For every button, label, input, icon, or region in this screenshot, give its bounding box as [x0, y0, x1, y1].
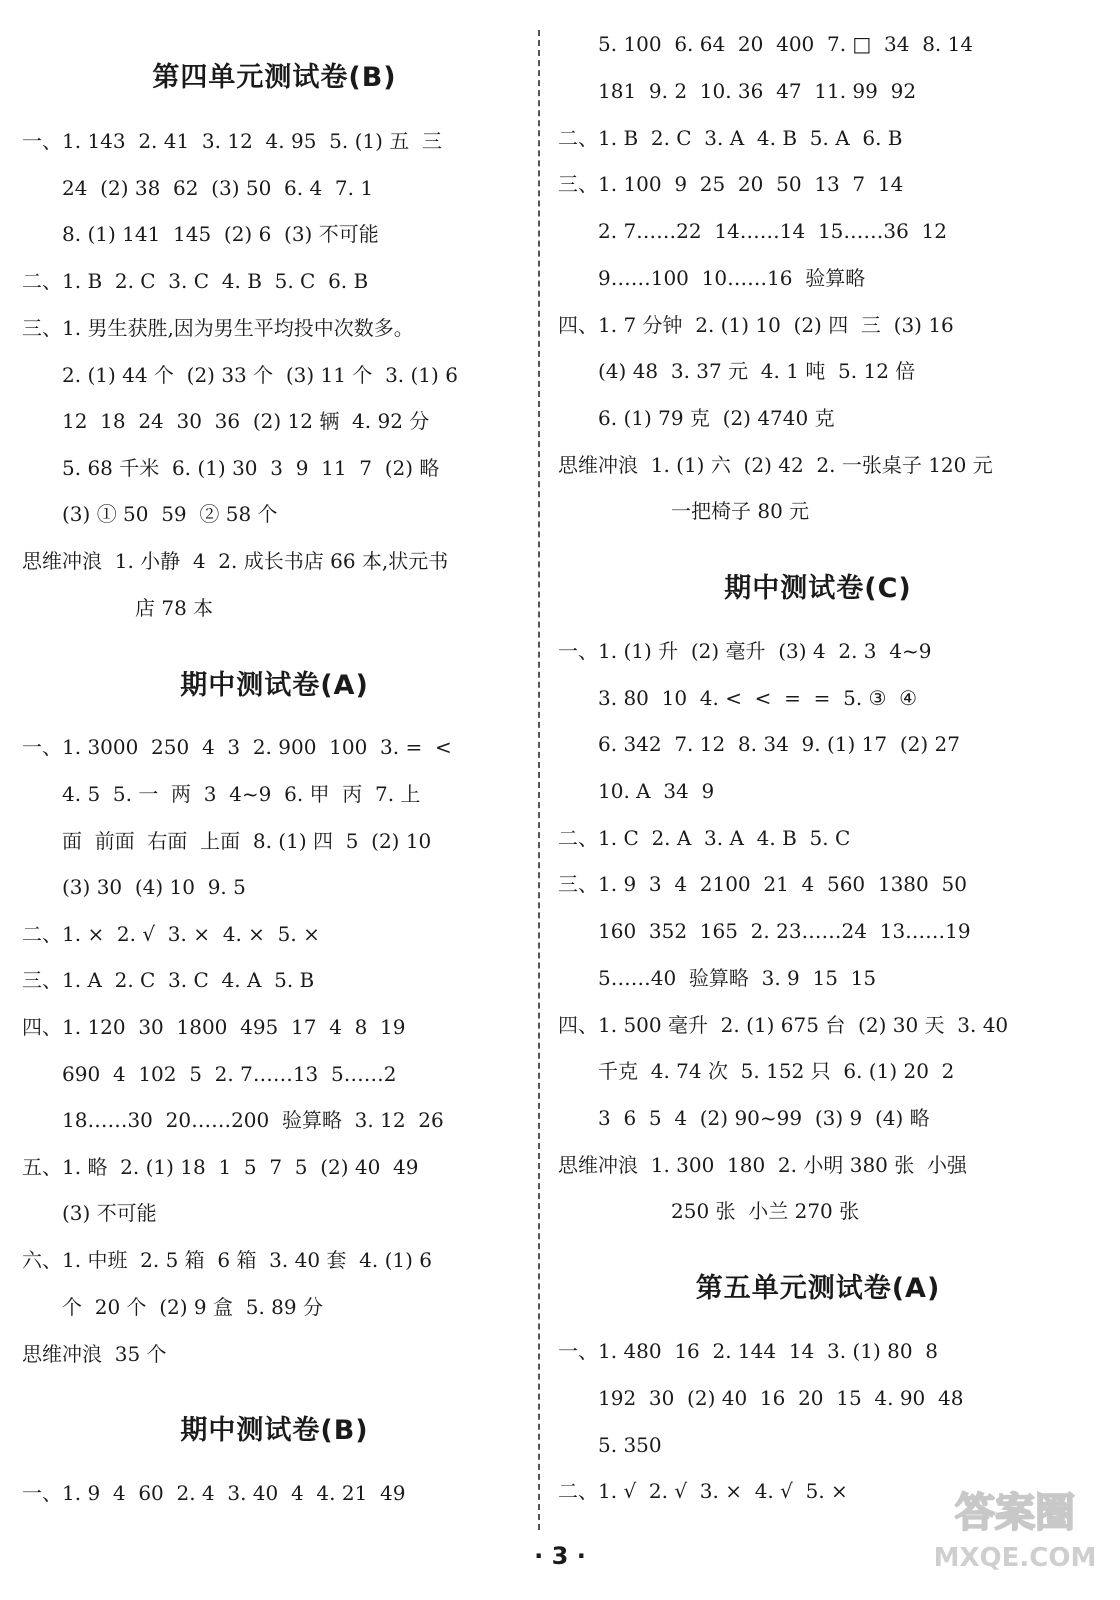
answer-line: 三、1. 100 9 25 20 50 13 7 14	[558, 172, 904, 196]
answer-line: 5. 100 6. 64 20 400 7. □ 34 8. 14	[598, 32, 974, 56]
watermark-top-text: 答案圈	[955, 1490, 1075, 1536]
answer-line: (3) ① 50 59 ② 58 个	[62, 502, 278, 526]
answer-line: 二、1. √ 2. √ 3. × 4. √ 5. ×	[558, 1479, 848, 1503]
section-heading: 第四单元测试卷(B)	[152, 62, 397, 93]
answer-line: 思维冲浪 1. 小静 4 2. 成长书店 66 本,状元书	[22, 549, 449, 573]
answer-line: 9……100 10……16 验算略	[598, 266, 866, 290]
answer-line: 店 78 本	[135, 596, 214, 620]
answer-line: 一、1. 9 4 60 2. 4 3. 40 4 4. 21 49	[22, 1481, 406, 1505]
section-heading: 期中测试卷(A)	[180, 670, 369, 701]
answer-line: 160 352 165 2. 23……24 13……19	[598, 919, 971, 943]
answer-line: 690 4 102 5 2. 7……13 5……2	[62, 1062, 397, 1086]
answer-line: 二、1. B 2. C 3. A 4. B 5. A 6. B	[558, 126, 903, 150]
section-heading: 期中测试卷(B)	[180, 1415, 369, 1446]
answer-line: 24 (2) 38 62 (3) 50 6. 4 7. 1	[62, 176, 374, 200]
answer-line: 8. (1) 141 145 (2) 6 (3) 不可能	[62, 222, 379, 246]
answer-line: 3 6 5 4 (2) 90~99 (3) 9 (4) 略	[598, 1106, 930, 1130]
answer-line: 3. 80 10 4. < < = = 5. ③ ④	[598, 686, 918, 710]
answer-line: 三、1. 男生获胜,因为男生平均投中次数多。	[22, 316, 414, 340]
answer-line: 一、1. 480 16 2. 144 14 3. (1) 80 8	[558, 1339, 938, 1363]
answer-line: 10. A 34 9	[598, 779, 715, 803]
answer-line: 5……40 验算略 3. 9 15 15	[598, 966, 877, 990]
answer-line: 六、1. 中班 2. 5 箱 6 箱 3. 40 套 4. (1) 6	[22, 1248, 432, 1272]
answer-line: 个 20 个 (2) 9 盒 5. 89 分	[62, 1295, 323, 1319]
answer-line: 一、1. 3000 250 4 3 2. 900 100 3. = <	[22, 735, 452, 759]
answer-line: 6. (1) 79 克 (2) 4740 克	[598, 406, 835, 430]
watermark-logo	[925, 1478, 1105, 1578]
answer-line: 181 9. 2 10. 36 47 11. 99 92	[598, 79, 917, 103]
answer-line: 一、1. (1) 升 (2) 毫升 (3) 4 2. 3 4~9	[558, 639, 932, 663]
column-divider	[538, 30, 540, 1530]
answer-line: 思维冲浪 35 个	[22, 1342, 167, 1366]
answer-line: 2. (1) 44 个 (2) 33 个 (3) 11 个 3. (1) 6	[62, 363, 458, 387]
answer-line: 面 前面 右面 上面 8. (1) 四 5 (2) 10	[62, 829, 432, 853]
answer-line: 一、1. 143 2. 41 3. 12 4. 95 5. (1) 五 三	[22, 129, 442, 153]
answer-line: 6. 342 7. 12 8. 34 9. (1) 17 (2) 27	[598, 732, 960, 756]
answer-line: 192 30 (2) 40 16 20 15 4. 90 48	[598, 1386, 964, 1410]
answer-line: 250 张 小兰 270 张	[671, 1199, 860, 1223]
answer-line: 5. 68 千米 6. (1) 30 3 9 11 7 (2) 略	[62, 456, 440, 480]
page-number: · 3 ·	[534, 1542, 586, 1570]
answer-line: 4. 5 5. 一 两 3 4~9 6. 甲 丙 7. 上	[62, 782, 421, 806]
answer-line: 四、1. 500 毫升 2. (1) 675 台 (2) 30 天 3. 40	[558, 1013, 1009, 1037]
answer-line: 五、1. 略 2. (1) 18 1 5 7 5 (2) 40 49	[22, 1155, 419, 1179]
answer-line: 二、1. × 2. √ 3. × 4. × 5. ×	[22, 922, 320, 946]
answer-line: 一把椅子 80 元	[671, 499, 810, 523]
answer-line: (3) 30 (4) 10 9. 5	[62, 875, 246, 899]
section-heading: 期中测试卷(C)	[724, 573, 912, 604]
answer-line: 千克 4. 74 次 5. 152 只 6. (1) 20 2	[598, 1059, 955, 1083]
answer-line: 三、1. A 2. C 3. C 4. A 5. B	[22, 968, 315, 992]
answer-line: 12 18 24 30 36 (2) 12 辆 4. 92 分	[62, 409, 430, 433]
answer-line: 四、1. 120 30 1800 495 17 4 8 19	[22, 1015, 406, 1039]
answer-line: 四、1. 7 分钟 2. (1) 10 (2) 四 三 (3) 16	[558, 313, 954, 337]
answer-line: 三、1. 9 3 4 2100 21 4 560 1380 50	[558, 872, 967, 896]
section-heading: 第五单元测试卷(A)	[695, 1273, 941, 1304]
answer-line: (3) 不可能	[62, 1201, 157, 1225]
answer-line: 二、1. B 2. C 3. C 4. B 5. C 6. B	[22, 269, 369, 293]
answer-line: 思维冲浪 1. (1) 六 (2) 42 2. 一张桌子 120 元	[558, 453, 993, 477]
answer-line: 思维冲浪 1. 300 180 2. 小明 380 张 小强	[558, 1153, 967, 1177]
answer-line: 2. 7……22 14……14 15……36 12	[598, 219, 948, 243]
answer-line: (4) 48 3. 37 元 4. 1 吨 5. 12 倍	[598, 359, 916, 383]
answer-line: 二、1. C 2. A 3. A 4. B 5. C	[558, 826, 851, 850]
answer-line: 18……30 20……200 验算略 3. 12 26	[62, 1108, 444, 1132]
answer-line: 5. 350	[598, 1433, 662, 1457]
watermark-bottom-text: MXQE.COM	[933, 1543, 1097, 1573]
